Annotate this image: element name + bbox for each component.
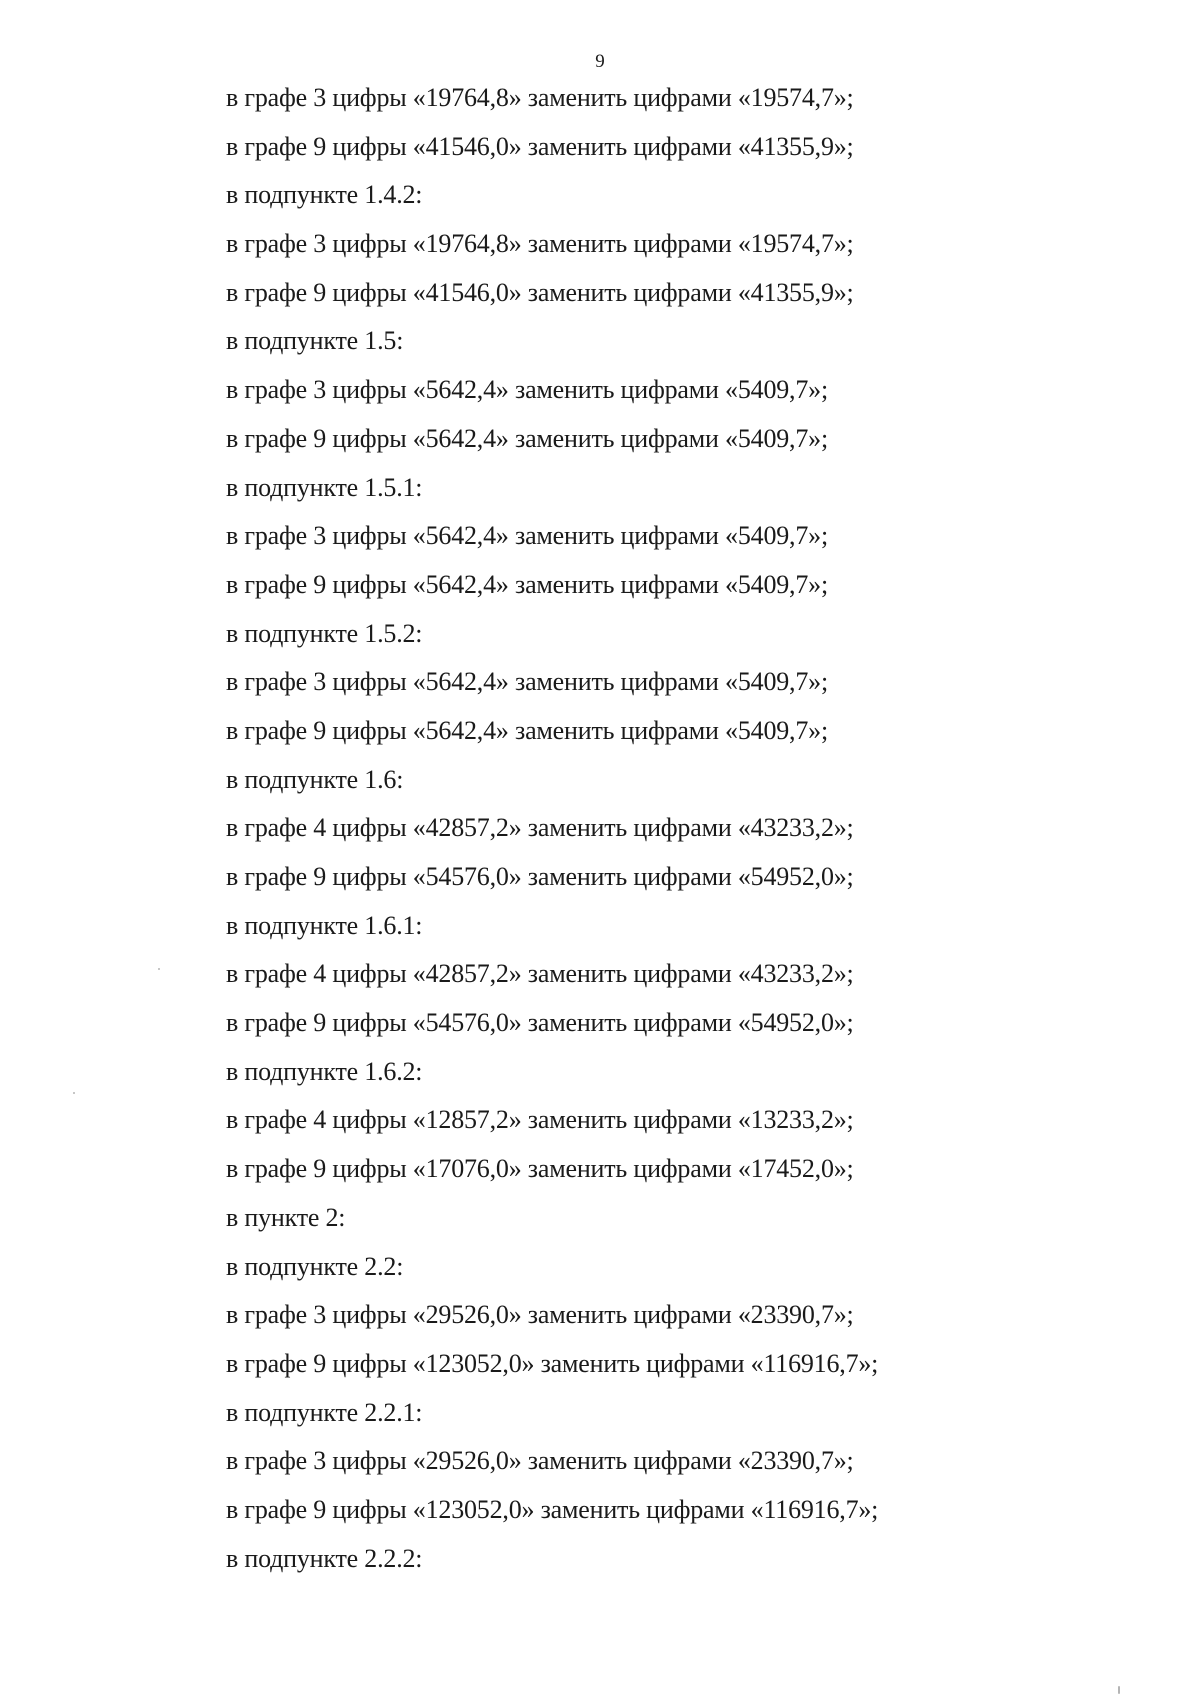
- amendment-line: в графе 3 цифры «19764,8» заменить цифрами «19574,7»;: [226, 229, 854, 259]
- amendment-line: в графе 9 цифры «41546,0» заменить цифрами «41355,9»;: [226, 277, 854, 307]
- amendment-line: в графе 3 цифры «29526,0» заменить цифрами «23390,7»;: [226, 1446, 854, 1476]
- amendment-line: в графе 3 цифры «19764,8» заменить цифрами «19574,7»;: [226, 83, 854, 112]
- page-number: 9: [595, 51, 605, 72]
- subsection-heading: в подпункте 2.2:: [226, 1251, 404, 1281]
- amendment-line: в графе 9 цифры «5642,4» заменить цифрами «5409,7»;: [226, 715, 828, 745]
- amendment-line: в графе 4 цифры «42857,2» заменить цифрами «43233,2»;: [226, 813, 854, 843]
- subsection-heading: в подпункте 1.5.2:: [226, 618, 423, 648]
- subsection-heading: в подпункте 1.6.1:: [226, 910, 423, 940]
- subsection-heading: в подпункте 1.5:: [226, 326, 404, 356]
- subsection-heading: в подпункте 1.4.2:: [226, 180, 423, 210]
- amendment-line: в графе 4 цифры «12857,2» заменить цифрами «13233,2»;: [226, 1105, 854, 1135]
- amendment-line: в графе 9 цифры «17076,0» заменить цифрами «17452,0»;: [226, 1154, 854, 1184]
- subsection-heading: в подпункте 1.6.2:: [226, 1056, 423, 1086]
- scan-speck: [1118, 1686, 1120, 1694]
- subsection-heading: в подпункте 1.6:: [226, 764, 404, 794]
- amendment-line: в графе 4 цифры «42857,2» заменить цифрами «43233,2»;: [226, 959, 854, 989]
- amendment-line: в графе 3 цифры «5642,4» заменить цифрами «5409,7»;: [226, 667, 828, 697]
- amendment-line: в графе 9 цифры «123052,0» заменить цифрами «116916,7»;: [226, 1348, 879, 1378]
- amendment-line: в графе 9 цифры «54576,0» заменить цифрами «54952,0»;: [226, 1008, 854, 1038]
- amendment-line: в графе 3 цифры «29526,0» заменить цифрами «23390,7»;: [226, 1300, 854, 1330]
- scan-speck: [158, 968, 160, 970]
- amendment-line: в графе 9 цифры «123052,0» заменить цифрами «116916,7»;: [226, 1494, 879, 1524]
- amendment-line: в графе 9 цифры «54576,0» заменить цифрами «54952,0»;: [226, 862, 854, 891]
- amendment-line: в графе 9 цифры «5642,4» заменить цифрами «5409,7»;: [226, 569, 828, 599]
- subsection-heading: в подпункте 1.5.1:: [226, 472, 423, 502]
- section-heading: в пункте 2:: [226, 1202, 346, 1232]
- amendment-line: в графе 9 цифры «41546,0» заменить цифрами «41355,9»;: [226, 131, 854, 161]
- amendment-line: в графе 3 цифры «5642,4» заменить цифрами «5409,7»;: [226, 521, 828, 551]
- amendment-list: [226, 76, 878, 1585]
- subsection-heading: в подпункте 2.2.2:: [226, 1543, 423, 1573]
- subsection-heading: в подпункте 2.2.1:: [226, 1397, 423, 1427]
- amendment-line: в графе 3 цифры «5642,4» заменить цифрами «5409,7»;: [226, 375, 828, 405]
- scan-speck: [73, 1092, 75, 1094]
- amendment-line: в графе 9 цифры «5642,4» заменить цифрами «5409,7»;: [226, 423, 828, 453]
